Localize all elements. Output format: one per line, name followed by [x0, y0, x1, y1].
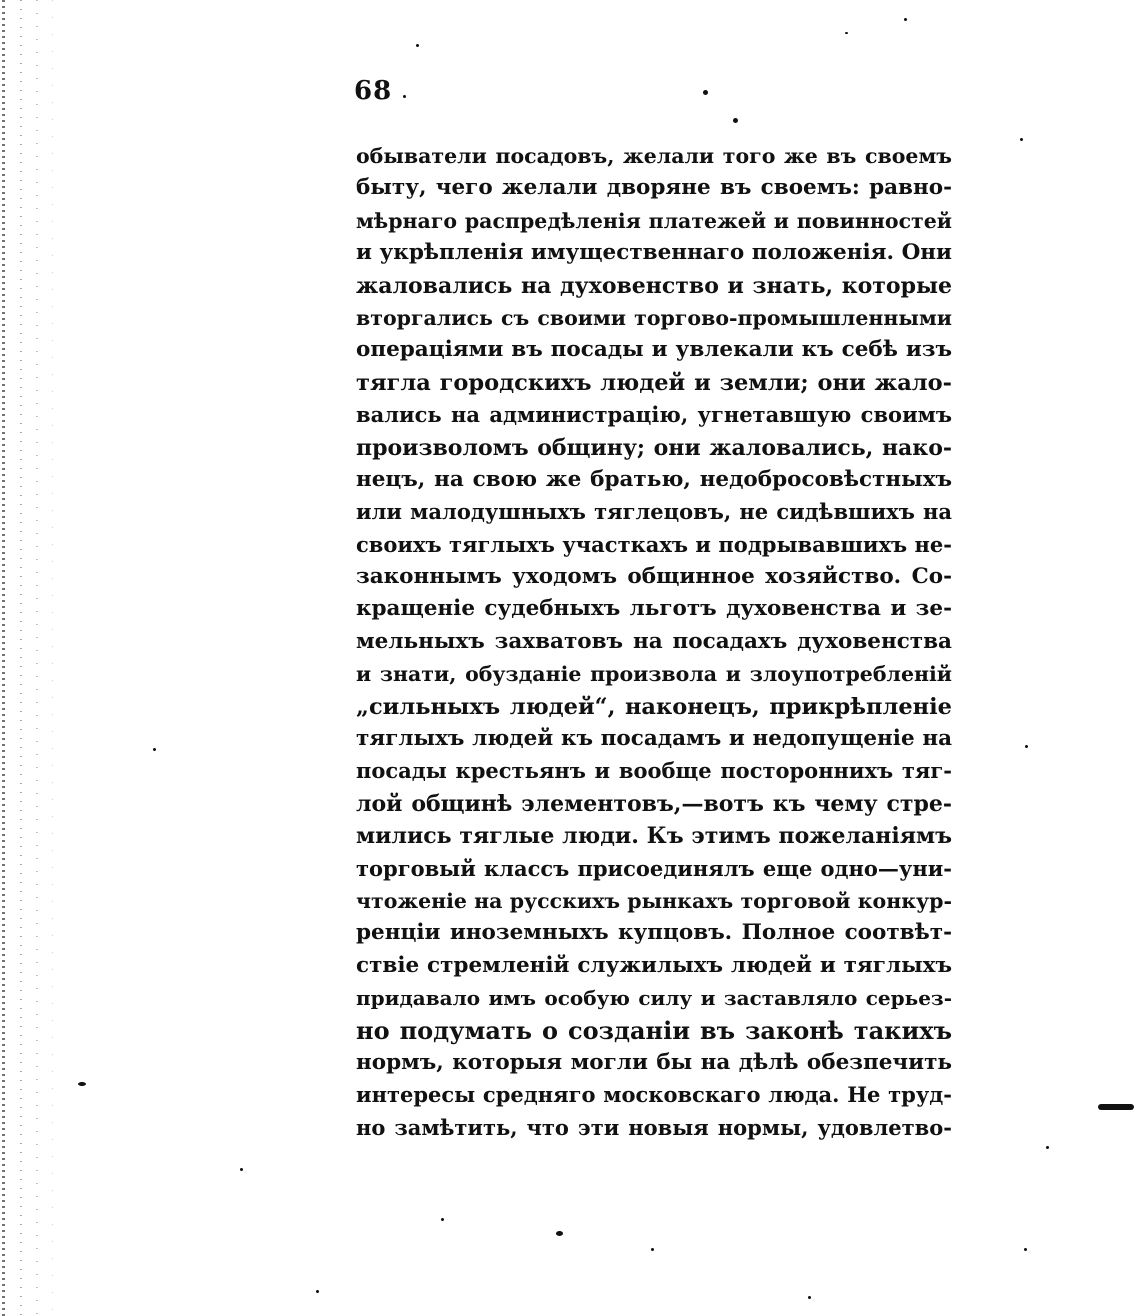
page-number: 68: [354, 76, 393, 106]
scan-speck: [808, 1296, 811, 1299]
text-line: чтоженіе на русскихъ рынкахъ торговой конкур-: [356, 888, 952, 913]
text-line: нецъ, на свою же братью, недобросовѣстныхъ: [356, 466, 952, 492]
text-line: быту, чего желали дворяне въ своемъ: равно-: [356, 175, 952, 201]
text-line: ствіе стремленій служилыхъ людей и тяглыхъ: [356, 952, 952, 978]
text-line: „сильныхъ людей“, наконецъ, прикрѣпленіе: [356, 693, 952, 720]
scan-speck: [845, 32, 848, 34]
body-text: [356, 140, 952, 1144]
scan-speck: [1025, 745, 1028, 748]
text-line: лой общинѣ элементовъ,—вотъ къ чему стре-: [356, 790, 952, 817]
text-line: тяглыхъ людей къ посадамъ и недопущеніе на: [356, 726, 952, 752]
scan-speck: [316, 1290, 319, 1293]
text-line: мились тяглые люди. Къ этимъ пожеланіямъ: [356, 823, 952, 850]
text-line: мельныхъ захватовъ на посадахъ духовенства: [356, 628, 952, 654]
text-line: интересы средняго московскаго люда. Не труд-: [356, 1082, 952, 1108]
text-line: но подумать о созданіи въ законѣ такихъ: [356, 1015, 952, 1045]
scan-speck: [153, 748, 156, 751]
scan-speck: [403, 95, 406, 98]
text-line: операціями въ посады и увлекали къ себѣ изъ: [356, 337, 952, 363]
scan-speck: [651, 1248, 654, 1251]
scan-dash-mark: [1098, 1104, 1134, 1110]
scan-speck: [703, 90, 708, 95]
text-line: нормъ, которыя могли бы на дѣлѣ обезпечить: [356, 1049, 952, 1075]
text-line: тягла городскихъ людей и земли; они жало-: [356, 369, 952, 396]
scan-speck: [78, 1082, 86, 1086]
scan-speck: [416, 44, 419, 47]
text-line: придавало имъ особую силу и заставляло серьез-: [356, 986, 952, 1011]
scan-speck: [904, 18, 907, 21]
scan-speck: [1046, 1146, 1049, 1149]
binding-edge: [0, 0, 70, 1316]
text-line: но замѣтить, что эти новыя нормы, удовлетво-: [356, 1114, 952, 1140]
scan-speck: [1020, 138, 1023, 141]
scan-speck: [240, 1168, 243, 1171]
scan-speck: [1024, 1248, 1027, 1251]
text-line: своихъ тяглыхъ участкахъ и подрывавшихъ не-: [356, 531, 952, 557]
text-line: или малодушныхъ тяглецовъ, не сидѣвшихъ на: [356, 499, 952, 525]
text-line: и знати, обузданіе произвола и злоупотребленій: [356, 662, 952, 687]
text-line: ренціи иноземныхъ купцовъ. Полное соотвѣт-: [356, 920, 952, 946]
text-line: обыватели посадовъ, желали того же въ своемъ: [356, 144, 952, 168]
scan-speck: [733, 118, 738, 123]
text-line: законнымъ уходомъ общинное хозяйство. Со-: [356, 564, 952, 590]
scan-speck: [556, 1231, 563, 1236]
text-line: вались на администрацію, угнетавшую своимъ: [356, 402, 952, 428]
text-line: жаловались на духовенство и знать, которые: [356, 272, 952, 299]
text-line: кращеніе судебныхъ льготъ духовенства и зе-: [356, 596, 952, 622]
text-line: произволомъ общину; они жаловались, нако-: [356, 434, 952, 461]
text-line: и укрѣпленія имущественнаго положенія. Они: [356, 240, 952, 266]
text-line: торговый классъ присоединялъ еще одно—уни-: [356, 855, 952, 881]
text-line: посады крестьянъ и вообще постороннихъ тяг-: [356, 758, 952, 784]
scan-speck: [441, 1218, 444, 1221]
text-line: вторгались съ своими торгово-промышленными: [356, 305, 952, 330]
text-line: мѣрнаго распредѣленія платежей и повинностей: [356, 208, 952, 233]
